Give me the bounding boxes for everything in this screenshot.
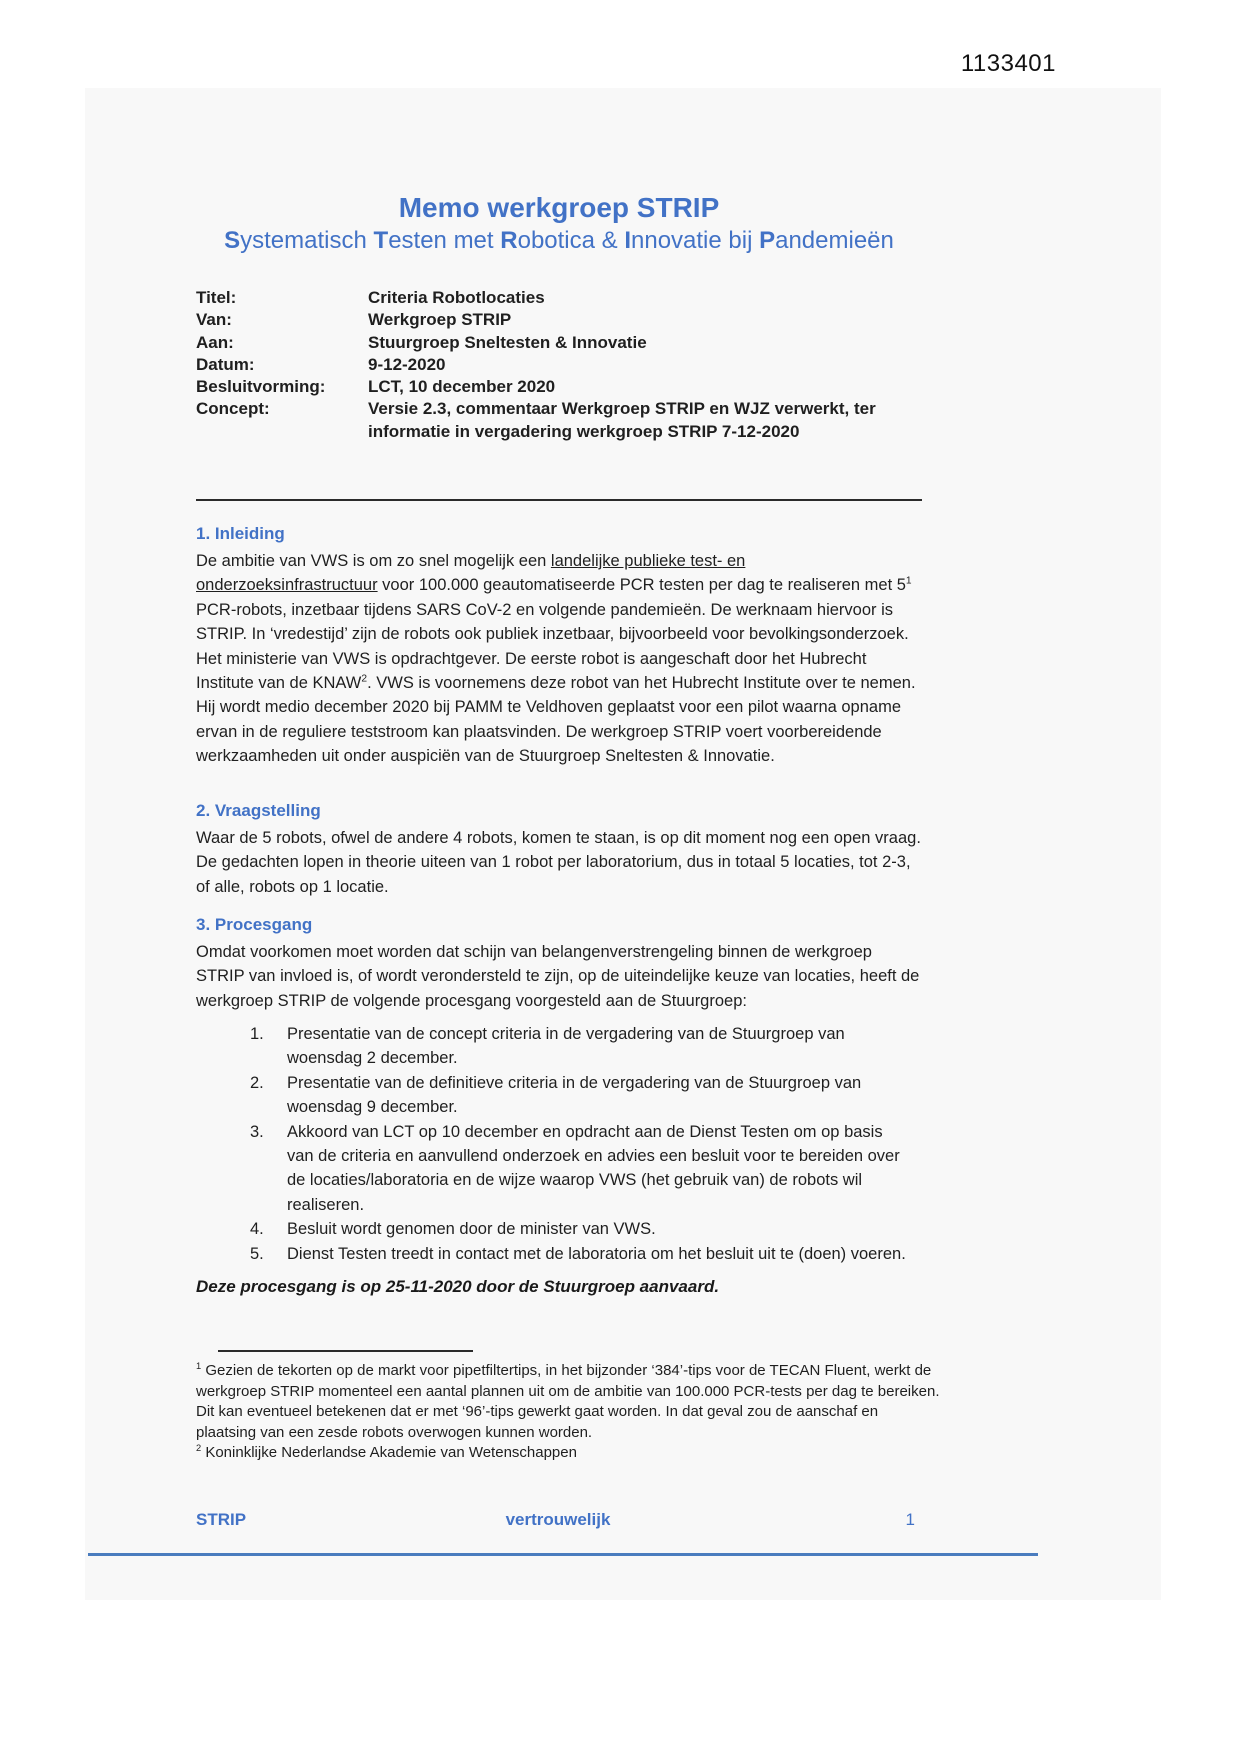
footnote-1 bbox=[196, 1361, 940, 1443]
meta-label: Aan: bbox=[196, 332, 234, 352]
list-item-text: Akkoord van LCT op 10 december en opdracht aan de Dienst Testen om op basis van de criteria en aanvullend onderzoek en advies een besluit voor te bereiden over de locaties/laboratoria en de wijze waarop VWS (het gebruik van) de robots wil realiseren. bbox=[287, 1122, 900, 1214]
footnote-marker: 2 bbox=[196, 1443, 202, 1454]
footnotes-block bbox=[196, 1361, 940, 1464]
section-body-procesgang: Omdat voorkomen moet worden dat schijn van belangenverstrengeling binnen de werkgroep STRIP van invloed is, of wordt verondersteld te zijn, op de uiteindelijke keuze van locaties, heeft de werkgroep STRIP de volgende procesgang voorgesteld aan de Stuurgroep: bbox=[196, 943, 920, 1010]
section-heading-vraagstelling: 2. Vraagstelling bbox=[196, 801, 321, 820]
list-item bbox=[196, 1022, 922, 1071]
footnote-marker: 1 bbox=[196, 1361, 202, 1371]
section-body-vraagstelling: Waar de 5 robots, ofwel de andere 4 robots, komen te staan, is op dit moment nog een open vraag. De gedachten lopen in theorie uiteen van 1 robot per laboratorium, dus in totaal 5 locaties, tot 2-3, of alle, robots op 1 locatie. bbox=[196, 829, 921, 896]
meta-row-van bbox=[196, 309, 922, 331]
meta-label: Besluitvorming: bbox=[196, 377, 326, 397]
meta-value: 9-12-2020 bbox=[368, 354, 446, 374]
section-heading-inleiding: 1. Inleiding bbox=[196, 524, 285, 543]
meta-row-titel bbox=[196, 287, 922, 309]
list-item-text: Dienst Testen treedt in contact met de laboratoria om het besluit uit te (doen) voeren. bbox=[287, 1244, 906, 1263]
list-item bbox=[196, 1071, 922, 1120]
footer-confidential-label: vertrouwelijk bbox=[505, 1510, 611, 1529]
meta-value: Criteria Robotlocaties bbox=[368, 288, 545, 307]
meta-value: Werkgroep STRIP bbox=[368, 310, 512, 330]
meta-row-concept bbox=[196, 398, 922, 443]
meta-label: Datum: bbox=[196, 354, 255, 374]
title-block bbox=[196, 192, 922, 255]
doc-number: 1133401 bbox=[960, 50, 1056, 77]
memo-subtitle: Systematisch Testen met Robotica & Innovatie bij Pandemieën bbox=[224, 227, 894, 254]
meta-row-besluitvorming bbox=[196, 376, 922, 398]
procesgang-numbered-list bbox=[196, 1022, 922, 1266]
meta-row-datum bbox=[196, 354, 922, 376]
list-item-number: 4. bbox=[250, 1220, 264, 1239]
meta-value: Versie 2.3, commentaar Werkgroep STRIP en WJZ verwerkt, ter informatie in vergadering werkgroep STRIP 7-12-2020 bbox=[368, 399, 876, 441]
list-item-number: 5. bbox=[250, 1244, 264, 1263]
footer-divider bbox=[88, 1553, 1038, 1556]
meta-label: Van: bbox=[196, 310, 232, 330]
footer-page-number: 1 bbox=[905, 1510, 915, 1529]
list-item-number: 3. bbox=[250, 1122, 264, 1141]
metadata-block bbox=[196, 287, 922, 443]
footer-project-label: STRIP bbox=[196, 1510, 247, 1529]
list-item-number: 2. bbox=[250, 1073, 264, 1092]
meta-label: Concept: bbox=[196, 399, 270, 419]
section-heading-procesgang: 3. Procesgang bbox=[196, 915, 313, 934]
list-item-text: Besluit wordt genomen door de minister van VWS. bbox=[287, 1220, 656, 1239]
list-item bbox=[196, 1242, 922, 1266]
meta-label: Titel: bbox=[196, 288, 237, 307]
footnote-text: Koninklijke Nederlandse Akademie van Wetenschappen bbox=[201, 1444, 577, 1462]
list-item-number: 1. bbox=[250, 1025, 264, 1043]
footnote-text: Gezien de tekorten op de markt voor pipetfiltertips, in het bijzonder ‘384’-tips voor de TECAN Fluent, werkt de werkgroep STRIP momenteel een aantal plannen uit om de ambitie van 100.000 PCR-tests per dag te bereiken. Dit kan eventueel betekenen dat er met ‘96’-tips gewerkt gaat worden. In dat geval zou de aanschaf en plaatsing van een zesde robots overwogen kunnen worden. bbox=[196, 1362, 940, 1441]
meta-value: LCT, 10 december 2020 bbox=[368, 377, 556, 397]
list-item bbox=[196, 1217, 922, 1241]
page-footer bbox=[196, 1510, 920, 1534]
list-item-text: Presentatie van de concept criteria in de vergadering van de Stuurgroep van woensdag 2 december. bbox=[287, 1025, 845, 1068]
list-item-text: Presentatie van de definitieve criteria in de vergadering van de Stuurgroep van woensdag 9 december. bbox=[287, 1073, 862, 1117]
section-body-inleiding: De ambitie van VWS is om zo snel mogelijk een landelijke publieke test- en onderzoeksinfrastructuur voor 100.000 geautomatiseerde PCR testen per dag te realiseren met $5^1$ PCR-robots, inzetbaar tijdens SARS CoV-2 en volgende pandemieën. De werknaam hiervoor is STRIP. In ‘vredestijd’ zijn de robots ook publiek inzetbaar, bijvoorbeeld voor bevolkingsonderzoek. Het ministerie van VWS is opdrachtgever. De eerste robot is aangeschaft door het Hubrecht Institute van de KNAW$^2$. VWS is voornemens deze robot van het Hubrecht Institute over te nemen. Hij wordt medio december 2020 bij PAMM te Veldhoven geplaatst voor een pilot waarna opname ervan in de reguliere teststroom kan plaatsvinden. De werkgroep STRIP voert voorbereidende werkzaamheden uit onder auspiciën van de Stuurgroep Sneltesten & Innovatie. bbox=[196, 552, 916, 766]
footnote-divider bbox=[218, 1350, 473, 1352]
list-item bbox=[196, 1120, 922, 1218]
meta-value: Stuurgroep Sneltesten & Innovatie bbox=[368, 332, 647, 352]
metadata-divider bbox=[196, 499, 922, 501]
footnote-2 bbox=[196, 1443, 940, 1464]
conclusion-statement: Deze procesgang is op 25-11-2020 door de Stuurgroep aanvaard. bbox=[196, 1277, 720, 1296]
memo-title: Memo werkgroep STRIP bbox=[398, 192, 720, 223]
meta-row-aan bbox=[196, 332, 922, 354]
